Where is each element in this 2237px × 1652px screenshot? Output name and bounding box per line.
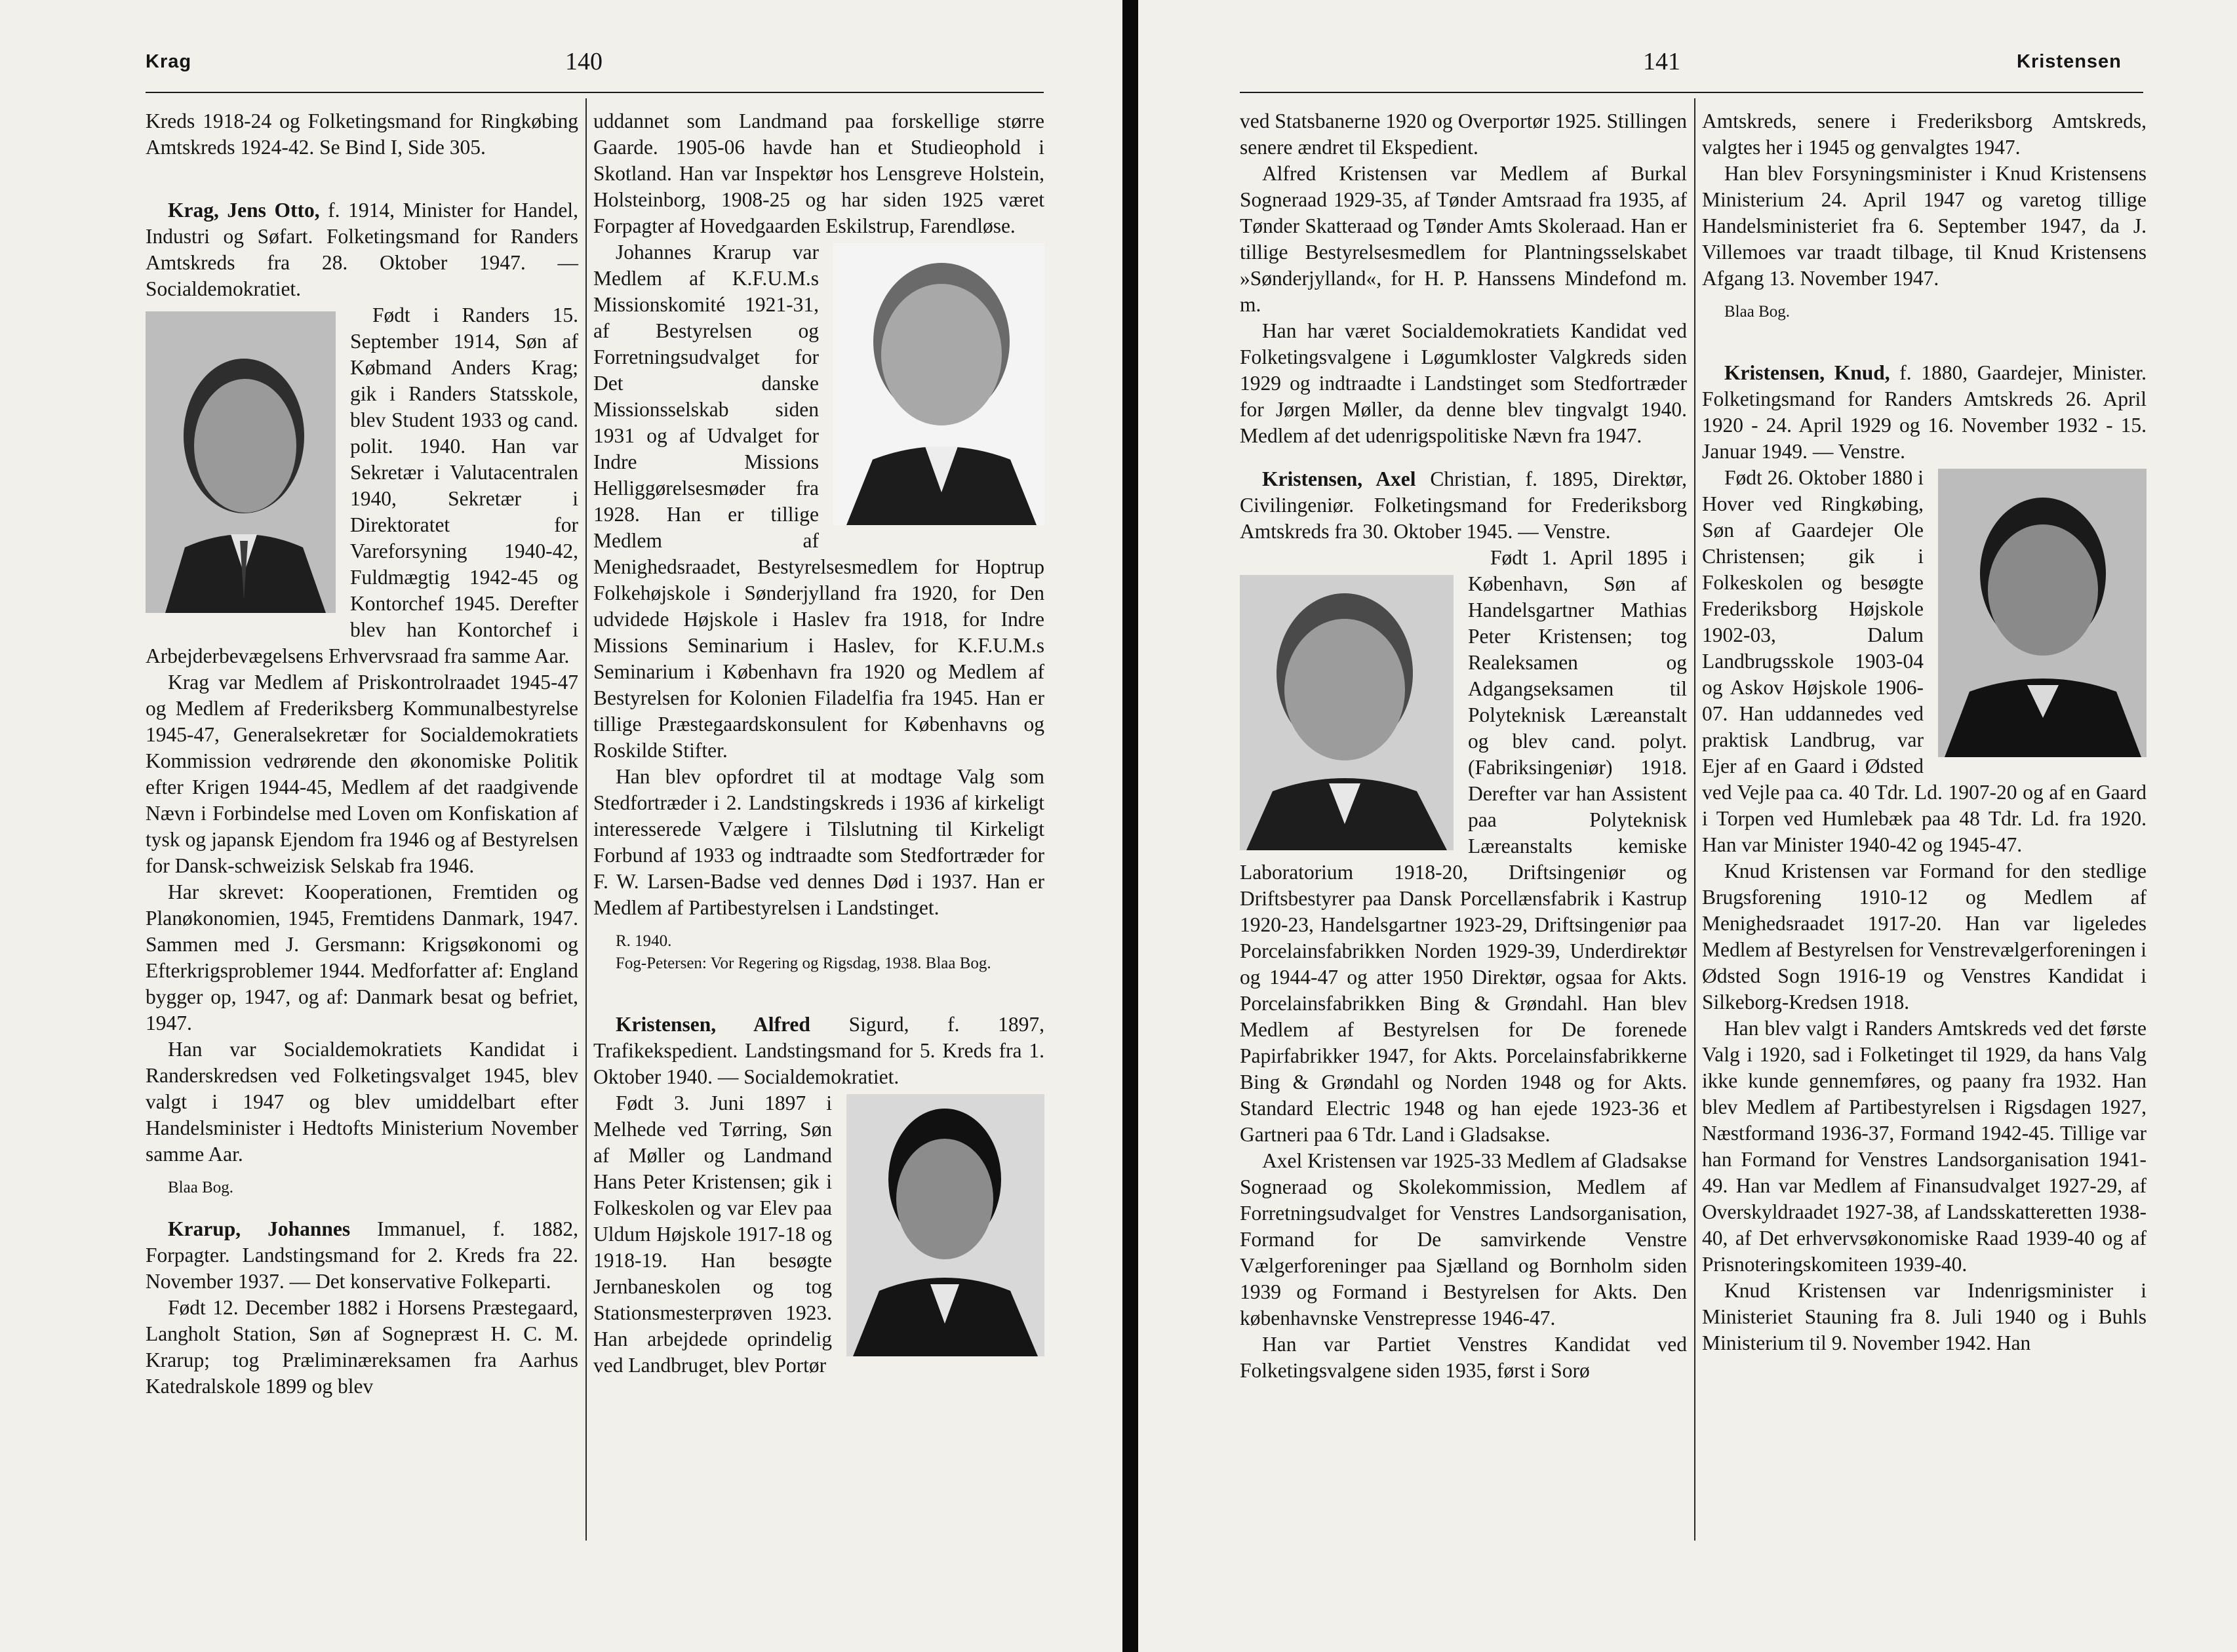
entry-krarup-born: Født 12. December 1882 i Horsens Præstegaard, Langholt Station, Søn af Sognepræst H. C. M. Krarup; tog Præliminæreksamen fra Aarhus Katedralskole 1899 og blev	[146, 1296, 578, 1398]
entry-alfred-intro: Kristensen, Alfred Sigurd, f. 1897, Trafikekspedient. Landstingsmand for 5. Kreds fra 1. Oktober 1940. — Socialdemokratiet.	[593, 1013, 1045, 1088]
entry-axel-born: Født 1. April 1895 i København, Søn af Handelsgartner Mathias Peter Kristensen; tog Realeksamen og Adgangseksamen til Polyteknisk Læreanstalt og blev cand. polyt. (Fabriksingeniør) 1918. Derefter var han Assistent paa Polyteknisk Læreanstalts kemiske Laboratorium 1918-20, Driftsingeniør og Driftsbestyrer paa Dansk Porcellænsfabrik i Kastrup 1920-23, Handelsgartner 1923-29, Driftsingeniør paa Porcelainsfabrikken Norden 1929-39, Underdirektør og 1944-47 og atter 1950 Direktør, ogsaa for Akts. Porcelainsfabrikken Bing & Grøndahl. Han blev Medlem af Bestyrelsen for De forenede Papirfabrikker 1947, for Akts. Porcelainsfabrikkerne Bing & Grøndahl og Norden 1948 og for Akts. Standard Electric 1948 og han ejede 1923-36 et Gartneri paa 6 Tdr. Land i Gladsakse.	[1240, 546, 1687, 1146]
right-page-column-1	[1240, 108, 1687, 1384]
right-page-column-2	[1702, 108, 2147, 1356]
portrait-krag	[146, 311, 336, 613]
entry-heading-krag: Krag, Jens Otto,	[168, 199, 320, 222]
entry-krarup-source-2: Fog-Petersen: Vor Regering og Rigsdag, 1938. Blaa Bog.	[616, 954, 991, 972]
portrait-axel-kristensen	[1240, 575, 1454, 850]
running-head-right: Kristensen	[2017, 51, 2122, 72]
portrait-knud-kristensen	[1938, 469, 2147, 757]
entry-krag-paragraph-3: Har skrevet: Kooperationen, Fremtiden og Planøkonomien, 1945, Fremtidens Danmark, 1947. Sammen med J. Gersmann: Krigsøkonomi og Efterkrigsproblemer 1944. Medforfatter af: England bygger op, 1947, og af: Danmark besat og befriet, 1947.	[146, 880, 578, 1034]
paragraph-continued: uddannet som Landmand paa forskellige større Gaarde. 1905-06 havde han et Studieophold i Skotland. Han var Inspektør hos Lensgreve Holstein, Holsteinborg, 1908-25 og har siden 1925 været Forpagter af Hovedgaarden Eskilstrup, Farendløse.	[593, 109, 1044, 237]
entry-knud-born: Født 26. Oktober 1880 i Hover ved Ringkøbing, Søn af Gaardejer Ole Christensen; gik i Folkeskolen og besøgte Frederiksborg Højskole 1902-03, Dalum Landbrugsskole 1903-04 og Askov Højskole 1906-07. Han uddannedes ved praktisk Landbrug, var Ejer af en Gaard i Ødsted ved Vejle paa ca. 40 Tdr. Ld. 1907-20 og af en Gaard i Torpen ved Humlebæk paa 48 Tdr. Ld. fra 1920. Han var Minister 1940-42 og 1945-47.	[1702, 466, 2147, 856]
entry-knud-paragraph-3: Han blev valgt i Randers Amtskreds ved det første Valg i 1920, sad i Folketinget til 1929, da hans Valg ikke kunde gennemføres, og paany fra 1932. Han blev Medlem af Partibestyrelsen i Rigsdagen 1927, Næstformand 1936-37, Formand 1942-45. Tillige var han Formand for Venstres Landsorganisation 1941-49. Han var Medlem af Finansudvalget 1927-29, af Overskyldraadet 1927-38, af Landsskatteretten 1938-40, af Det erhvervsøkonomiske Raad 1939-40 og af Prisnoteringskomiteen 1939-40.	[1702, 1017, 2147, 1276]
entry-knud-paragraph-4: Knud Kristensen var Indenrigsminister i Ministeriet Stauning fra 8. Juli 1940 og i Buhls Ministerium til 9. November 1942. Han	[1702, 1279, 2147, 1354]
entry-axel-paragraph-4: Han blev Forsyningsminister i Knud Kristensens Ministerium 24. April 1947 og varetog tillige Handelsministeriet fra 6. September 1947, da J. Villemoes var traadt tilbage, til Knud Kristensens Afgang 13. November 1947.	[1702, 162, 2147, 290]
column-divider	[1694, 98, 1695, 1541]
entry-krag-paragraph-4: Han var Socialdemokratiets Kandidat i Randerskredsen ved Folketingsvalget 1945, blev valgt i 1947 og blev umiddelbart efter Handelsminister i Hedtofts Ministerium November samme Aar.	[146, 1038, 578, 1166]
column-divider	[585, 98, 587, 1541]
entry-heading-krarup: Krarup, Johannes	[168, 1217, 351, 1240]
entry-krarup-paragraph-3: Han blev opfordret til at modtage Valg som Stedfortræder i 2. Landstingskreds i 1936 af kirkeligt interesserede Vælgere i Tilslutning til Kirkeligt Forbund af 1933 og indtraadte som Stedfortræder for F. W. Larsen-Badse ved dennes Død i 1937. Han er Medlem af Partibestyrelsen i Landstinget.	[593, 765, 1044, 919]
entry-knud-intro: Kristensen, Knud, f. 1880, Gaardejer, Minister. Folketingsmand for Randers Amtskreds 26. April 1920 - 24. April 1929 og 16. November 1932 - 15. Januar 1949. — Venstre.	[1702, 361, 2147, 463]
entry-krarup-intro: Krarup, Johannes Immanuel, f. 1882, Forpagter. Landstingsmand for 2. Kreds fra 22. November 1937. — Det konservative Folkeparti.	[146, 1217, 578, 1293]
entry-heading-knud: Kristensen, Knud,	[1724, 361, 1890, 384]
entry-heading-alfred: Kristensen, Alfred	[616, 1013, 810, 1036]
header-rule	[1240, 92, 2143, 93]
right-page	[1138, 0, 2237, 1652]
entry-alfred-paragraph-3: Han har været Socialdemokratiets Kandidat ved Folketingsvalgene i Løgumkloster Valgkreds siden 1929 og indtraadte i Landstinget som Stedfortræder for Jørgen Møller, da denne blev tingvalgt 1940. Medlem af det udenrigspolitiske Nævn fra 1947.	[1240, 319, 1687, 447]
entry-axel-paragraph-3: Han var Partiet Venstres Kandidat ved Folketingsvalgene siden 1935, først i Sorø	[1240, 1333, 1687, 1382]
entry-krag-born: Født i Randers 15. September 1914, Søn af Købmand Anders Krag; gik i Randers Statsskole, blev Student 1933 og cand. polit. 1940. Han var Sekretær i Valutacentralen 1940, Sekretær i Direktoratet for Vareforsyning 1940-42, Fuldmægtig 1942-45 og Kontorchef 1945. Derefter blev han Kontorchef i Arbejderbevægelsens Erhvervsraad fra samme Aar.	[146, 304, 578, 667]
entry-krag-paragraph-2: Krag var Medlem af Priskontrolraadet 1945-47 og Medlem af Frederiksberg Kommunalbestyrelse 1945-47, Generalsekretær for Socialdemokratiets Kommission vedrørende den økonomiske Politik efter Krigen 1944-45, Medlem af det raadgivende Nævn i Forbindelse med Loven om Konfiskation af tysk og japansk Ejendom fra 1946 og af Bestyrelsen for Dansk-schweizisk Selskab fra 1946.	[146, 671, 578, 877]
entry-axel-paragraph-2: Axel Kristensen var 1925-33 Medlem af Gladsakse Sogneraad og Skolekommission, Medlem af Forretningsudvalget for Venstres Landsorganisation, Formand for De samvirkende Venstre Vælgerforeninger paa Sjælland og Bornholm siden 1939 og Formand i Bestyrelsen for Akts. Den københavnske Venstrepresse 1946-47.	[1240, 1149, 1687, 1329]
entry-krag-source: Blaa Bog.	[168, 1179, 233, 1196]
running-head-left: Krag	[146, 51, 192, 72]
paragraph-continued: ved Statsbanerne 1920 og Overportør 1925. Stillingen senere ændret til Ekspedient.	[1240, 109, 1687, 159]
page-number-right: 141	[1643, 48, 1680, 75]
page-number-left: 140	[565, 48, 603, 75]
book-spine	[1122, 0, 1138, 1652]
entry-axel-source: Blaa Bog.	[1724, 303, 1790, 321]
left-page-column-2	[593, 108, 1044, 1379]
paragraph-continued: Amtskreds, senere i Frederiksborg Amtskreds, valgtes her i 1945 og genvalgtes 1947.	[1702, 109, 2147, 159]
entry-krarup-paragraph-2: Johannes Krarup var Medlem af K.F.U.M.s Missionskomité 1921-31, af Bestyrelsen og Forretningsudvalget for Det danske Missionsselskab siden 1931 og af Udvalget for Indre Missions Helliggørelsesmøder fra 1928. Han er tillige Medlem af Menighedsraadet, Bestyrelsesmedlem for Hoptrup Folkehøjskole i Sønderjylland fra 1920, for Den udvidede Højskole i Haslev fra 1918, for Indre Missions Seminarium i Haslev, for K.F.U.M.s Seminarium i København fra 1920 og Medlem af Bestyrelsen for Kolonien Filadelfia fra 1945. Han er tillige Præstegaardskonsulent for Københavns og Roskilde Stifter.	[593, 241, 1044, 762]
entry-heading-axel: Kristensen, Axel	[1262, 467, 1416, 490]
portrait-alfred-kristensen	[846, 1094, 1044, 1356]
left-page-header	[0, 47, 1122, 80]
entry-axel-intro: Kristensen, Axel Christian, f. 1895, Direktør, Civilingeniør. Folketingsmand for Frederiksborg Amtskreds fra 30. Oktober 1945. — Venstre.	[1240, 467, 1687, 543]
entry-knud-paragraph-2: Knud Kristensen var Formand for den stedlige Brugsforening 1910-12 og Medlem af Menighedsraadet 1917-20. Han var ligeledes Medlem af Bestyrelsen for Venstrevælgerforeningen i Ødsted Sogn 1916-19 og Venstres Kandidat i Silkeborg-Kredsen 1918.	[1702, 859, 2147, 1013]
portrait-krarup	[833, 243, 1044, 525]
header-rule	[146, 92, 1044, 93]
right-page-header	[1138, 47, 2237, 80]
entry-krag-intro: Krag, Jens Otto, f. 1914, Minister for Handel, Industri og Søfart. Folketingsmand for Randers Amtskreds fra 28. Oktober 1947. — Socialdemokratiet.	[146, 199, 578, 300]
entry-alfred-paragraph-2: Alfred Kristensen var Medlem af Burkal Sogneraad 1929-35, af Tønder Amtsraad fra 1935, af Tønder Skatteraad og Tønder Amts Skoleraad. Han er tillige Bestyrelsesmedlem for Plantningsselskabet »Sønderjylland«, for H. P. Hanssens Mindefond m. m.	[1240, 162, 1687, 316]
entry-alfred-born: Født 3. Juni 1897 i Melhede ved Tørring, Søn af Møller og Landmand Hans Peter Kristensen; gik i Folkeskolen og var Elev paa Uldum Højskole 1917-18 og 1918-19. Han besøgte Jernbaneskolen og tog Stationsmesterprøven 1923. Han arbejdede oprindelig ved Landbruget, blev Portør	[593, 1092, 832, 1377]
left-page-column-1	[146, 108, 578, 1400]
paragraph-continued: Kreds 1918-24 og Folketingsmand for Ringkøbing Amtskreds 1924-42. Se Bind I, Side 305.	[146, 109, 578, 159]
entry-krarup-source-1: R. 1940.	[616, 932, 672, 950]
